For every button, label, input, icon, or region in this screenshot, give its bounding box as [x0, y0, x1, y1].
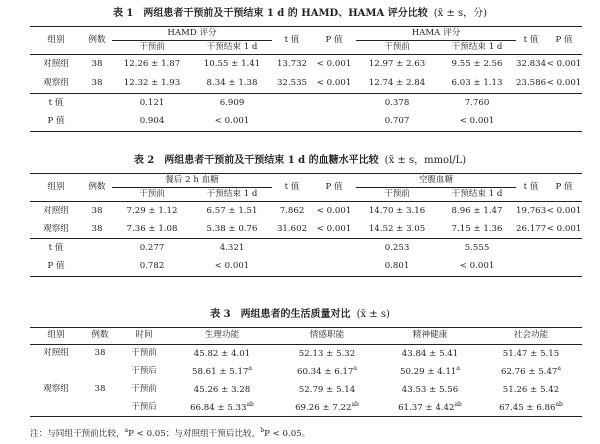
t3-g1-r1-time: 干预前 [131, 348, 157, 359]
t1-stat-t-label: t 值 [48, 97, 64, 108]
table-row [30, 381, 582, 399]
t1-r1-hama-after: 9.55 ± 2.56 [451, 59, 503, 70]
t2-r1-f-p: < 0.001 [546, 205, 582, 216]
t2-stat-p-pp-before: 0.782 [112, 258, 192, 277]
footnote-part1: 注：与同组干预前比较， [30, 428, 125, 439]
t3-header-time: 时间 [118, 328, 170, 345]
table3-caption [0, 309, 600, 320]
t1-stat-t-hama-before: 0.378 [384, 97, 410, 108]
table2-title: 两组患者干预前及干预结束 1 d 的血糖水平比较 [164, 155, 379, 166]
t2-r1-f-after: 8.96 ± 1.47 [451, 205, 503, 216]
t2-r2-pp-p: < 0.001 [312, 221, 356, 239]
table3-title: 两组患者的生活质量对比 [240, 309, 351, 320]
t2-r2-pp-after: 5.38 ± 0.76 [192, 221, 272, 239]
t2-header-pp-before: 干预前 [112, 188, 192, 202]
table2-number: 表 2 [133, 155, 155, 166]
t2-stat-t-f-after: 5.555 [464, 242, 490, 253]
t3-g1-r2-physical: 58.61 ± 5.17$^a$ [192, 364, 252, 377]
t1-r2-hama-p: < 0.001 [546, 75, 582, 94]
t1-r1-hamd-p: < 0.001 [316, 59, 352, 70]
t1-r1-cases: 38 [91, 59, 103, 70]
table-row [30, 239, 582, 258]
t2-r1-cases: 38 [91, 205, 103, 216]
t1-stat-p-hamd-after: < 0.001 [192, 113, 272, 132]
table-row [30, 94, 582, 113]
t2-header-pp-p: P 值 [312, 174, 356, 202]
table-row [30, 258, 582, 277]
t2-header-fasting: 空腹血糖 [356, 174, 516, 188]
t1-r2-hamd-p: < 0.001 [312, 75, 356, 94]
t1-r2-hamd-t: 32.535 [272, 75, 312, 94]
t2-r2-f-before: 14.52 ± 3.05 [356, 221, 438, 239]
footnote [30, 428, 310, 439]
t3-g2-r1-social: 51.26 ± 5.42 [502, 384, 560, 395]
t2-header-pp-after: 干预结束 1 d [192, 188, 272, 202]
t2-stat-t-f-before: 0.253 [384, 242, 410, 253]
t1-r2-hama-t: 23.586 [516, 75, 546, 94]
t3-header-cases: 例数 [82, 328, 118, 345]
t2-r1-pp-after: 6.57 ± 1.51 [206, 205, 258, 216]
table-row [30, 345, 582, 363]
t1-r1-group: 对照组 [43, 59, 69, 70]
t1-header-hamd-p: P 值 [312, 27, 356, 55]
footnote-sup-a: a [124, 427, 129, 434]
footnote-sup-b: b [260, 427, 265, 434]
t2-r1-f-t: 19.763 [516, 205, 547, 216]
t3-g2-r1-mental: 43.53 ± 5.56 [401, 384, 459, 395]
t3-header-group: 组别 [30, 328, 82, 345]
t2-header-pp2h: 餐后 2 h 血糖 [112, 174, 272, 188]
t2-r1-pp-before: 7.29 ± 1.12 [126, 205, 178, 216]
t2-header-group: 组别 [30, 174, 82, 202]
t1-r2-hama-after: 6.03 ± 1.13 [438, 75, 516, 94]
table2-unit: (x̄ ± s，mmol/L) [384, 155, 467, 166]
t2-header-f-p: P 值 [546, 174, 582, 202]
table-row [30, 55, 582, 75]
t3-header-mental: 精神健康 [380, 328, 480, 345]
footnote-part3: P < 0.05。 [264, 428, 311, 439]
t3-g1-r1-physical: 45.82 ± 4.01 [193, 348, 251, 359]
t1-r2-hama-before: 12.74 ± 2.84 [356, 75, 438, 94]
t3-g2-r1-time: 干预前 [131, 383, 157, 394]
table2-caption [0, 155, 600, 166]
t1-r2-hamd-after: 8.34 ± 1.38 [192, 75, 272, 94]
t3-g1-group: 对照组 [43, 348, 69, 359]
table-row [30, 221, 582, 239]
t3-g2-r1-physical: 45.26 ± 3.28 [193, 384, 251, 395]
table-row [30, 363, 582, 381]
t3-g1-r1-emotional: 52.13 ± 5.32 [298, 348, 356, 359]
t2-header-pp-t: t 值 [272, 174, 312, 202]
t2-stat-t-label: t 值 [48, 242, 64, 253]
t1-header-group: 组别 [30, 27, 82, 55]
t1-stat-t-hamd-before: 0.121 [139, 97, 165, 108]
table2 [30, 173, 582, 277]
t1-header-hamd: HAMD 评分 [112, 27, 272, 41]
t2-stat-p-f-after: < 0.001 [438, 258, 516, 277]
t2-r2-f-after: 7.15 ± 1.36 [438, 221, 516, 239]
t1-r2-group: 观察组 [30, 75, 82, 94]
t3-g1-r2-time: 干预后 [131, 365, 157, 376]
t2-stat-p-pp-after: < 0.001 [192, 258, 272, 277]
t2-r1-pp-p: < 0.001 [316, 205, 352, 216]
t3-g2-r1-emotional: 52.79 ± 5.14 [298, 384, 356, 395]
t2-r1-f-before: 14.70 ± 3.16 [368, 205, 426, 216]
table1-caption [0, 8, 600, 19]
t2-r2-pp-t: 31.602 [272, 221, 312, 239]
t3-g2-r2-time: 干预后 [118, 399, 170, 417]
t1-stat-p-label: P 值 [30, 113, 82, 132]
t1-r2-cases: 38 [82, 75, 112, 94]
t3-g1-r2-social: 62.76 ± 5.47$^a$ [501, 364, 561, 377]
t1-r1-hamd-before: 12.26 ± 1.87 [123, 59, 181, 70]
t1-stat-p-hama-before: 0.707 [356, 113, 438, 132]
t1-r1-hama-t: 32.834 [516, 59, 547, 70]
t1-r1-hamd-after: 10.55 ± 1.41 [203, 59, 261, 70]
t3-g1-r1-social: 51.47 ± 5.15 [502, 348, 560, 359]
t2-r1-group: 对照组 [43, 205, 69, 216]
t1-r1-hamd-t: 13.732 [276, 59, 308, 70]
table1-number: 表 1 [112, 8, 134, 19]
t3-header-social: 社会功能 [480, 328, 582, 345]
t2-r2-cases: 38 [82, 221, 112, 239]
t3-g2-group: 观察组 [43, 383, 69, 394]
table1-unit: (x̄ ± s，分) [433, 8, 488, 19]
t1-stat-p-hamd-before: 0.904 [112, 113, 192, 132]
t2-stat-t-pp-before: 0.277 [139, 242, 165, 253]
t1-header-hama-after: 干预结束 1 d [438, 41, 516, 55]
t1-header-hama-p: P 值 [546, 27, 582, 55]
t2-header-f-before: 干预前 [356, 188, 438, 202]
t3-header-emotional: 情感职能 [274, 328, 380, 345]
t1-header-cases: 例数 [82, 27, 112, 55]
table-row [30, 75, 582, 94]
t2-stat-p-f-before: 0.801 [356, 258, 438, 277]
t1-header-hamd-t: t 值 [272, 27, 312, 55]
table1 [30, 26, 582, 132]
t3-g2-r2-physical: 66.84 ± 5.33$^{ab}$ [170, 399, 274, 417]
t3-g2-r2-mental: 61.37 ± 4.42$^{ab}$ [380, 399, 480, 417]
t1-stat-p-hama-after: < 0.001 [438, 113, 516, 132]
t3-g1-r2-emotional: 60.34 ± 6.17$^a$ [297, 364, 357, 377]
t2-stat-t-pp-after: 4.321 [219, 242, 245, 253]
t3-g2-cases: 38 [94, 383, 106, 394]
t1-header-hamd-before: 干预前 [112, 41, 192, 55]
t1-header-hama-t: t 值 [516, 27, 546, 55]
t3-g1-r1-mental: 43.84 ± 5.41 [401, 348, 459, 359]
t2-header-f-t: t 值 [516, 174, 546, 202]
t3-header-physical: 生理功能 [170, 328, 274, 345]
footnote-part2: P < 0.05；与对照组干预后比较， [128, 428, 261, 439]
t3-g1-cases: 38 [94, 348, 106, 359]
t2-r2-group: 观察组 [30, 221, 82, 239]
t2-header-cases: 例数 [82, 174, 112, 202]
t1-stat-t-hama-after: 7.760 [464, 97, 490, 108]
t1-header-hama-before: 干预前 [356, 41, 438, 55]
t1-r1-hama-p: < 0.001 [546, 59, 582, 70]
table-row [30, 113, 582, 132]
t1-header-hama: HAMA 评分 [356, 27, 516, 41]
t1-r1-hama-before: 12.97 ± 2.63 [368, 59, 426, 70]
t2-r2-f-t: 26.177 [516, 221, 546, 239]
t2-stat-p-label: P 值 [30, 258, 82, 277]
t3-g1-r2-mental: 50.29 ± 4.11$^a$ [400, 364, 460, 377]
t1-stat-t-hamd-after: 6.909 [219, 97, 245, 108]
t1-r2-hamd-before: 12.32 ± 1.93 [112, 75, 192, 94]
t2-r2-f-p: < 0.001 [546, 221, 582, 239]
table-row [30, 202, 582, 221]
table-row [30, 399, 582, 417]
t2-r1-pp-t: 7.862 [279, 205, 305, 216]
t1-header-hamd-after: 干预结束 1 d [192, 41, 272, 55]
t2-r2-pp-before: 7.36 ± 1.08 [112, 221, 192, 239]
table3-number: 表 3 [210, 309, 231, 320]
t2-header-f-after: 干预结束 1 d [438, 188, 516, 202]
table3 [30, 327, 582, 417]
table1-title: 两组患者干预前及干预结束 1 d 的 HAMD、HAMA 评分比较 [143, 8, 428, 19]
t3-g2-r2-emotional: 69.26 ± 7.22$^{ab}$ [274, 399, 380, 417]
table3-unit: (x̄ ± s) [356, 309, 390, 320]
t3-g2-r2-social: 67.45 ± 6.86$^{ab}$ [480, 399, 582, 417]
